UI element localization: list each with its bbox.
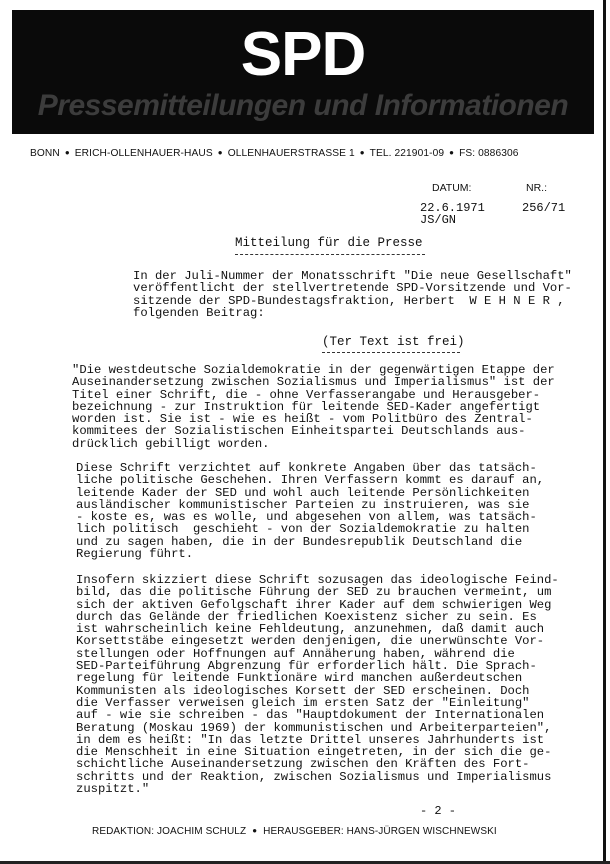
text-line: Titel einer Schrift, die - ohne Verfasserangabe und Herausgeber- (72, 387, 541, 402)
text-line: Insofern skizziert diese Schrift sozusagen das ideologische Feind- (76, 573, 559, 587)
release-note: (Ter Text ist frei) (322, 335, 465, 349)
text-line: bezeichnung - zur Instruktion für leitende SED-Kader angefertigt (72, 399, 541, 414)
title-underline (235, 254, 425, 255)
scan-edge-right (603, 0, 606, 864)
footer-publisher: HERAUSGEBER: HANS-JÜRGEN WISCHNEWSKI (263, 826, 497, 837)
footer-editor: REDAKTION: JOACHIM SCHULZ (92, 826, 247, 837)
text-line: sitzende der SPD-Bundestagsfraktion, Herbert W E H N E R , (133, 293, 565, 308)
text-line: kommitees der Sozialistischen Einheitspartei Deutschlands aus- (72, 424, 526, 439)
document-initials: JS/GN (420, 213, 457, 227)
address-street: OLLENHAUERSTRASSE 1 (227, 148, 355, 159)
text-line: Beratung (Moskau 1969) der kommunistischen und Arbeiterparteien", (76, 720, 552, 735)
page-marker: - 2 - (420, 804, 457, 818)
body-paragraph-2 (76, 462, 544, 560)
address-line (30, 148, 590, 159)
date-label: DATUM: (432, 182, 472, 194)
number-label: NR.: (526, 182, 547, 194)
text-line: SED-Parteiführung Abgrenzung für erforderlich hält. Die Sprach- (76, 659, 537, 674)
intro-paragraph (133, 270, 572, 319)
release-note-underline (322, 352, 460, 353)
text-line: auf - wie sie schreiben - das "Hauptdokument der Internationalen (76, 708, 545, 723)
text-line: die Verfasser verweisen gleich im ersten Satz der "Einleitung" (76, 695, 530, 710)
bullet-icon: ● (359, 148, 365, 157)
text-line: leitende Kader der SED und wohl auch leitende Persönlichkeiten (76, 485, 530, 500)
text-line: "Die westdeutsche Sozialdemokratie in der gegenwärtigen Etappe der (72, 363, 555, 377)
address-phone: TEL. 221901-09 (369, 148, 445, 159)
document-number: 256/71 (522, 201, 566, 215)
bullet-icon: ● (449, 148, 455, 157)
text-line: drücklich gebilligt worden. (72, 436, 270, 451)
text-line: In der Juli-Nummer der Monatsschrift "Die neue Gesellschaft" (133, 269, 572, 283)
text-line: zuspitzt." (76, 782, 150, 797)
text-line: in dem es heißt: "In das letzte Drittel unseres Jahrhunderts ist (76, 732, 545, 747)
document-title: Mitteilung für die Presse (235, 236, 423, 250)
spd-logo: SPD (240, 20, 366, 89)
text-line: die Menschheit in eine Situation eingetreten, in der sich die ge- (76, 745, 552, 760)
text-line: durch das Gelände der friedlichen Koexistenz sicher zu sein. Es (76, 609, 537, 624)
text-line: folgenden Beitrag: (133, 305, 265, 320)
text-line: lich politisch geschieht - von der Sozialdemokratie zu halten (76, 522, 530, 537)
letterhead-subtitle: Pressemitteilungen und Informationen (37, 89, 569, 122)
text-line: Korsettstäbe eingesetzt werden denjenigen, die unerwünschte Vor- (76, 634, 545, 649)
text-line: ausländischer kommunistischer Parteien zu instruieren, was sie (76, 497, 530, 512)
document-date: 22.6.1971 (420, 201, 485, 215)
text-line: worden ist. Sie ist - wie es heißt - vom Politbüro des Zentral- (72, 412, 533, 427)
text-line: Kommunisten als ideologisches Korsett der SED erscheinen. Doch (76, 683, 530, 698)
address-telex: FS: 0886306 (459, 148, 519, 159)
bullet-icon: ● (64, 148, 70, 157)
text-line: sich der aktiven Gefolgschaft ihrer Kader auf dem schwierigen Weg (76, 597, 552, 612)
text-line: Diese Schrift verzichtet auf konkrete Angaben über das tatsäch- (76, 461, 537, 475)
footer-line (92, 826, 592, 837)
text-line: liche politische Geschehen. Ihren Verfassern kommt es darauf an, (76, 473, 545, 488)
text-line: regelung für leitende Funktionäre wird manchen außerdeutschen (76, 671, 523, 686)
text-line: ist wahrscheinlich keine Fehldeutung, anzunehmen, daß damit auch (76, 622, 545, 637)
text-line: stellungen oder Hoffnungen auf Annäherung haben, während die (76, 646, 515, 661)
text-line: Auseinandersetzung zwischen Sozialismus und Imperialismus" ist der (72, 375, 555, 390)
bullet-icon: ● (252, 826, 258, 835)
address-building: ERICH-OLLENHAUER-HAUS (74, 148, 213, 159)
body-paragraph-1 (72, 364, 555, 450)
bullet-icon: ● (217, 148, 223, 157)
text-line: Regierung führt. (76, 547, 194, 562)
letterhead-banner (12, 10, 594, 134)
text-line: - koste es, was es wolle, und abgesehen von allem, was tatsäch- (76, 510, 537, 525)
text-line: bild, das die politische Führung der SED zu brauchen vermeint, um (76, 585, 552, 600)
text-line: schichtliche Auseinandersetzung zwischen den Kräften des Fort- (76, 757, 530, 772)
text-line: veröffentlicht der stellvertretende SPD-Vorsitzende und Vor- (133, 281, 572, 296)
address-city: BONN (30, 148, 60, 159)
body-paragraph-3 (76, 574, 559, 795)
text-line: schritts und der Reaktion, zwischen Sozialismus und Imperialismus (76, 769, 552, 784)
text-line: und zu sagen haben, die in der Bundesrepublik Deutschland die (76, 534, 523, 549)
